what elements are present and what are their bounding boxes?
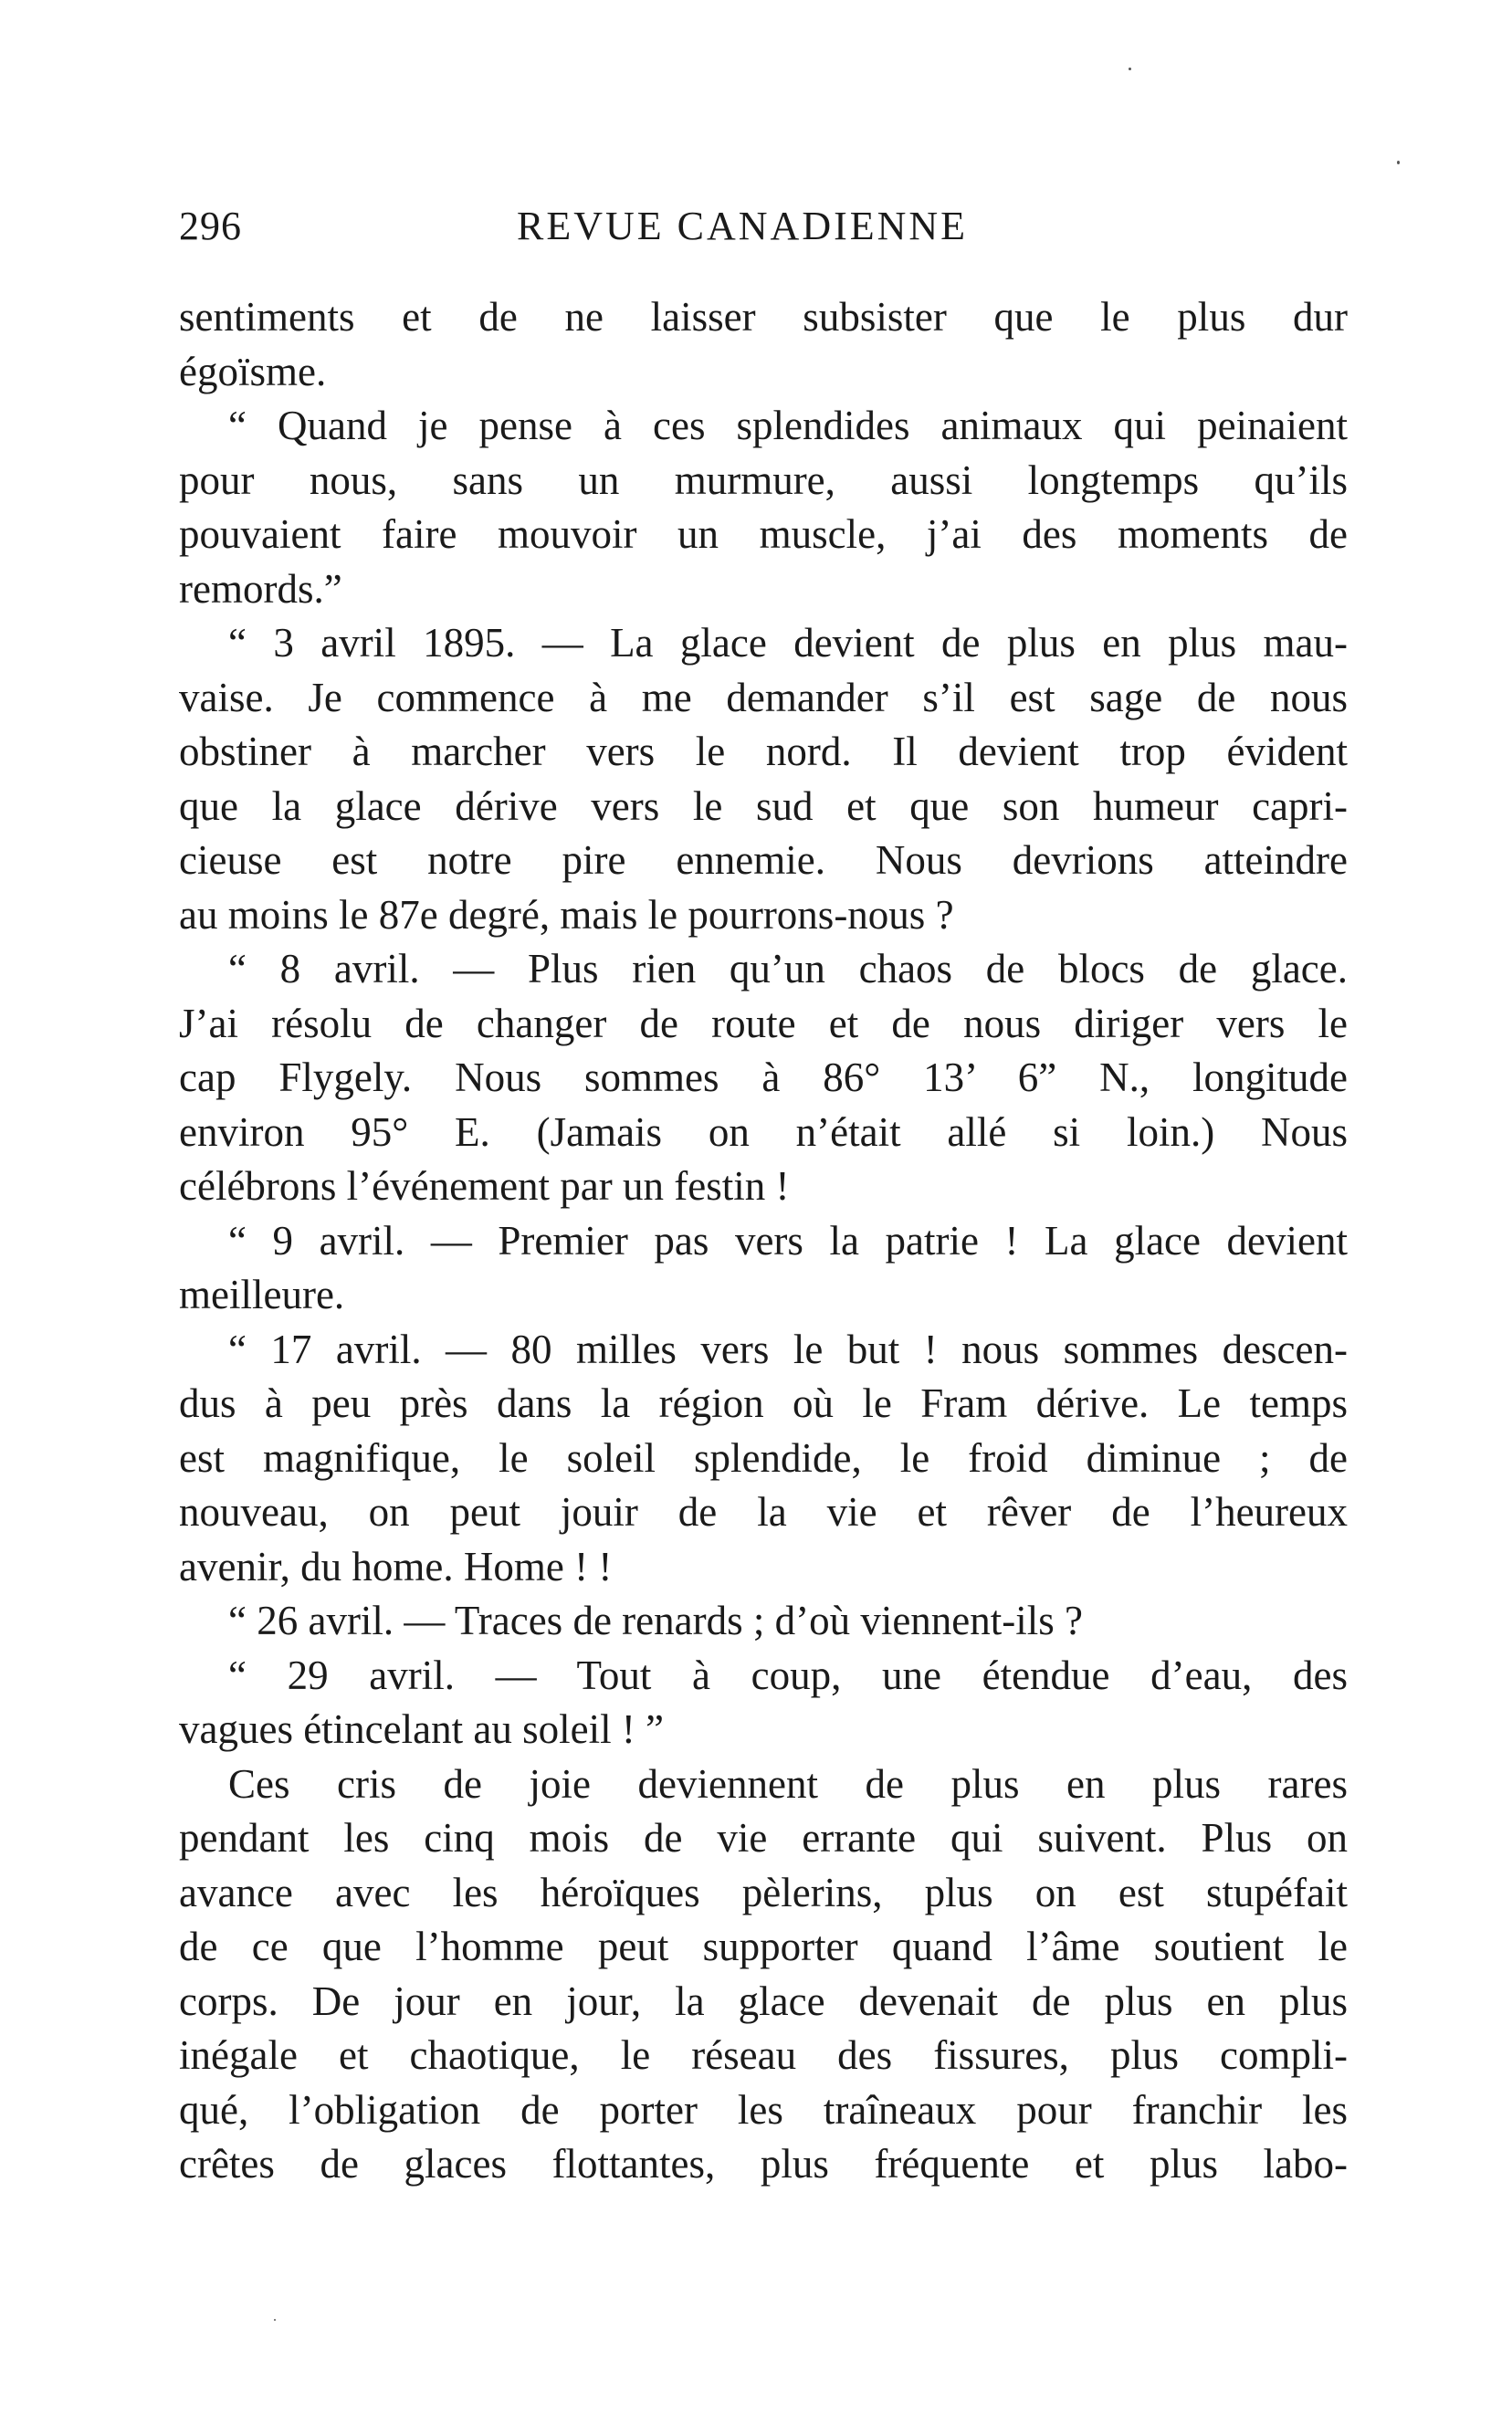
text-line: “ 26 avril. — Traces de renards ; d’où viennent-ils ? xyxy=(228,1598,1084,1643)
text-line: “ 29 avril. — Tout à coup, une étendue d’eau, des xyxy=(228,1652,1348,1698)
paper-speck xyxy=(274,2319,276,2321)
running-title: REVUE CANADIENNE xyxy=(517,204,969,248)
text-line: “ 8 avril. — Plus rien qu’un chaos de blocs de glace. xyxy=(228,946,1348,991)
paper-speck xyxy=(1129,68,1131,70)
text-line: cap Flygely. Nous sommes à 86° 13’ 6” N., longitude xyxy=(179,1054,1348,1100)
text-line: cieuse est notre pire ennemie. Nous devrions atteindre xyxy=(179,837,1348,883)
text-line: vaise. Je commence à me demander s’il est sage de nous xyxy=(179,674,1348,720)
text-line: obstiner à marcher vers le nord. Il devient trop évident xyxy=(179,729,1348,774)
text-line: nouveau, on peut jouir de la vie et rêver de l’heureux xyxy=(179,1489,1348,1535)
text-line: “ 17 avril. — 80 milles vers le but ! nous sommes descen- xyxy=(228,1326,1348,1372)
text-line: pour nous, sans un murmure, aussi longtemps qu’ils xyxy=(179,456,1348,503)
text-line: “ Quand je pense à ces splendides animaux qui peinaient xyxy=(228,403,1348,448)
text-line: “ 3 avril 1895. — La glace devient de plus en plus mau- xyxy=(228,620,1348,666)
text-line: environ 95° E. (Jamais on n’était allé si loin.) Nous xyxy=(179,1108,1348,1155)
text-line: qué, l’obligation de porter les traîneaux pour franchir les xyxy=(179,2086,1348,2133)
text-line: pendant les cinq mois de vie errante qui suivent. Plus on xyxy=(179,1815,1348,1861)
text-line: égoïsme. xyxy=(179,348,327,394)
text-line: avance avec les héroïques pèlerins, plus on est stupéfait xyxy=(179,1869,1348,1915)
text-line: “ 9 avril. — Premier pas vers la patrie ! La glace devient xyxy=(228,1217,1348,1264)
text-line: crêtes de glaces flottantes, plus fréquente et plus labo- xyxy=(179,2141,1348,2187)
text-line: avenir, du home. Home ! ! xyxy=(179,1543,613,1589)
text-line: sentiments et de ne laisser subsister que le plus dur xyxy=(179,294,1348,340)
text-line: de ce que l’homme peut supporter quand l’âme soutient le xyxy=(179,1924,1348,1969)
body-text xyxy=(179,290,1348,2192)
text-line: est magnifique, le soleil splendide, le froid diminue ; de xyxy=(179,1434,1348,1481)
page-number: 296 xyxy=(179,204,242,248)
text-line: au moins le 87e degré, mais le pourrons-nous ? xyxy=(179,891,954,938)
text-line: meilleure. xyxy=(179,1272,345,1317)
text-line: remords.” xyxy=(179,565,342,612)
text-line: dus à peu près dans la région où le Fram dérive. Le temps xyxy=(179,1380,1348,1426)
paper-speck xyxy=(1397,161,1400,164)
text-line: pouvaient faire mouvoir un muscle, j’ai des moments de xyxy=(179,511,1348,557)
text-line: que la glace dérive vers le sud et que son humeur capri- xyxy=(179,782,1348,829)
page-header xyxy=(179,203,1348,257)
text-line: inégale et chaotique, le réseau des fissures, plus compli- xyxy=(179,2032,1348,2078)
text-line: Ces cris de joie deviennent de plus en plus rares xyxy=(228,1760,1348,1807)
text-line: J’ai résolu de changer de route et de nous diriger vers le xyxy=(179,1000,1348,1046)
text-line: corps. De jour en jour, la glace devenait de plus en plus xyxy=(179,1978,1348,2024)
text-line: vagues étincelant au soleil ! ” xyxy=(179,1706,665,1752)
text-line: célébrons l’événement par un festin ! xyxy=(179,1163,790,1209)
